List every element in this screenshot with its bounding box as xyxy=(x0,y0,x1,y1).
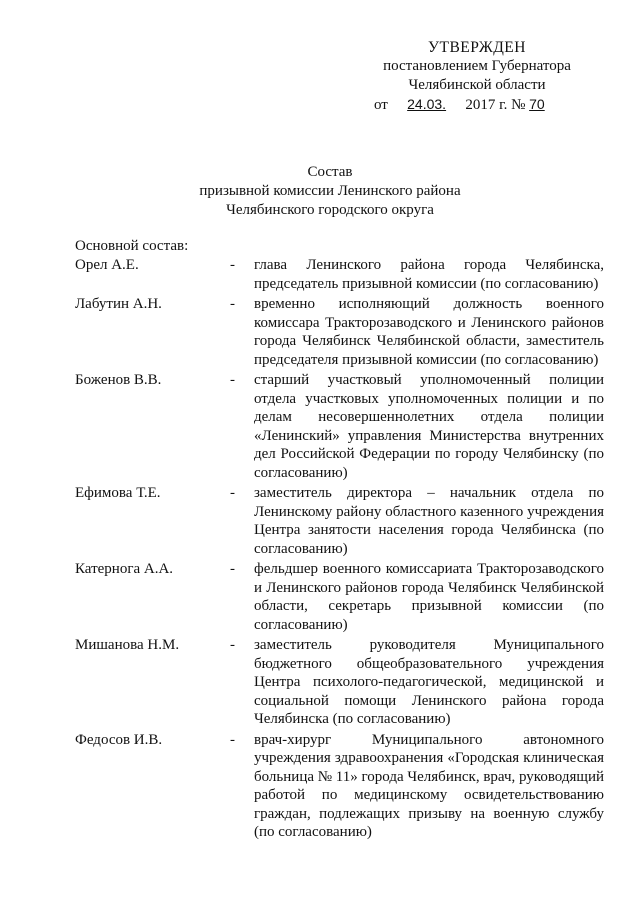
member-name: Катернога А.А. xyxy=(75,561,174,577)
member-role: заместитель руководителя Муниципального бюджетного общеобразовательного учреждения Центра психолого-педагогической, медицинской и социальной помощи Ленинского района города Челябинска (по согласованию) xyxy=(254,637,604,727)
approval-line-2: Челябинской области xyxy=(408,77,546,93)
title-line-1: Состав xyxy=(307,164,353,180)
members-list xyxy=(75,256,605,844)
approval-stamp xyxy=(372,38,582,115)
list-item xyxy=(75,256,605,293)
member-dash: - xyxy=(230,561,235,577)
member-role: фельдшер военного комиссариата Тракторозаводского и Ленинского районов города Челябинск Челябинской области, секретарь призывной комиссии (по согласованию) xyxy=(254,561,604,633)
member-dash: - xyxy=(230,372,235,388)
title-line-3: Челябинского городского округа xyxy=(226,202,434,218)
date-prefix: от xyxy=(374,97,388,113)
date-value: 24.03. xyxy=(407,96,447,112)
member-role: старший участковый уполномоченный полиции отдела участковых уполномоченных полиции и по делам несовершеннолетних отдела полиции «Ленинский» управления Министерства внутренних дел Российской Федерации по городу Челябинску (по согласованию) xyxy=(254,372,604,481)
list-item xyxy=(75,636,605,729)
list-item xyxy=(75,484,605,558)
member-dash: - xyxy=(230,637,235,653)
member-role: временно исполняющий должность военного комиссара Тракторозаводского и Ленинского районов города Челябинск Челябинской области, заместитель председателя призывной комиссии (по согласованию) xyxy=(254,296,604,368)
member-name: Боженов В.В. xyxy=(75,372,162,388)
list-item xyxy=(75,295,605,369)
member-role: врач-хирург Муниципального автономного учреждения здравоохранения «Городская клиническая больница № 11» города Челябинск, врач, руководящий работой по медицинскому освидетельствованию граждан, подлежащих призыву на военную службу (по согласованию) xyxy=(254,731,605,840)
member-name: Лабутин А.Н. xyxy=(75,296,162,312)
member-name: Федосов И.В. xyxy=(75,731,163,748)
decree-number: 70 xyxy=(529,96,545,112)
approval-heading: УТВЕРЖДЕН xyxy=(428,39,526,56)
member-role: заместитель директора – начальник отдела по Ленинскому району областного казенного учреждения Центра занятости населения города Челябинска (по согласованию) xyxy=(254,485,604,557)
year-text: 2017 г. № xyxy=(465,97,526,113)
member-name: Мишанова Н.М. xyxy=(75,637,180,653)
member-name: Орел А.Е. xyxy=(75,257,139,273)
member-dash: - xyxy=(230,257,235,273)
member-dash: - xyxy=(230,485,235,501)
list-item xyxy=(75,731,605,842)
title-line-2: призывной комиссии Ленинского района xyxy=(199,183,461,199)
document-title xyxy=(0,163,640,220)
member-dash: - xyxy=(230,296,235,312)
member-dash: - xyxy=(230,731,235,748)
section-label: Основной состав: xyxy=(75,238,189,254)
approval-line-1: постановлением Губернатора xyxy=(383,58,571,74)
member-role: глава Ленинского района города Челябинска, председатель призывной комиссии (по согласованию) xyxy=(254,257,604,292)
member-name: Ефимова Т.Е. xyxy=(75,485,161,501)
list-item xyxy=(75,560,605,634)
list-item xyxy=(75,371,605,482)
approval-date-line xyxy=(372,95,582,115)
